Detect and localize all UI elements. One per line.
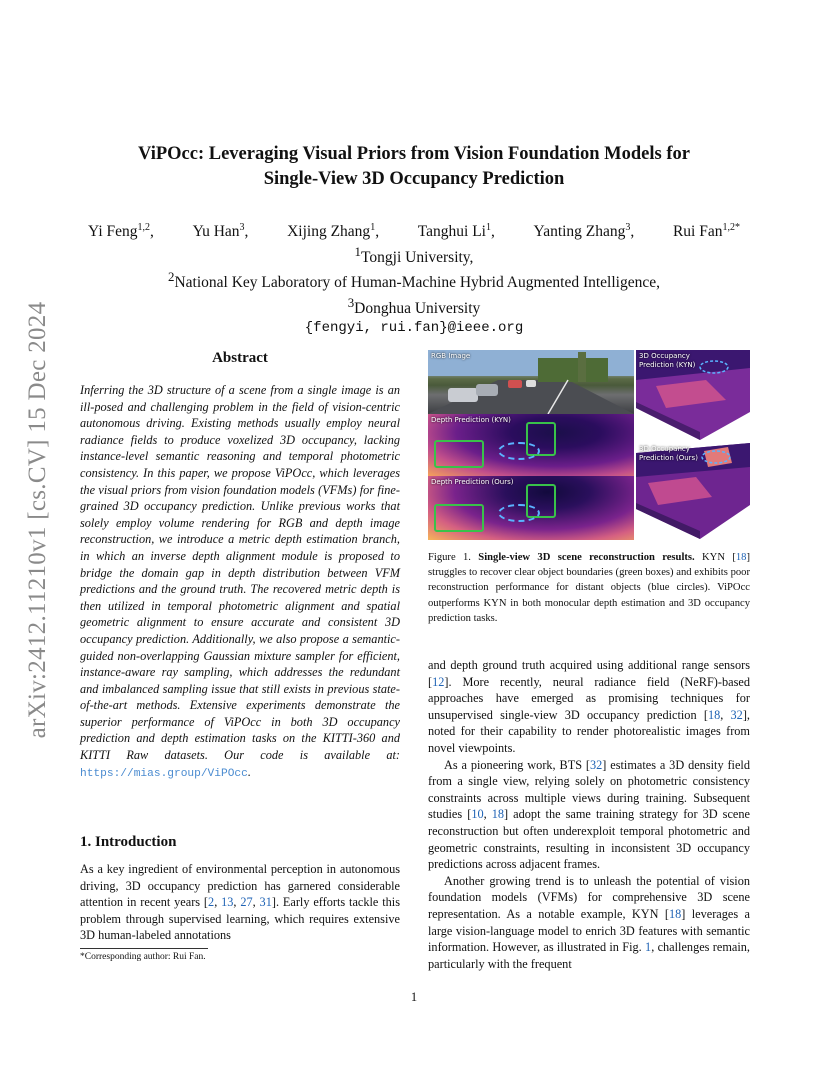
author: Tanghui Li$^1$, [417, 222, 495, 241]
green-box-highlight [434, 504, 484, 532]
citation-link[interactable]: 32 [590, 757, 603, 772]
author: Yu Han$^3$, [192, 222, 249, 241]
occupancy-ours-panel [636, 443, 750, 540]
citation-link[interactable]: 18 [668, 906, 682, 921]
title-line-2: Single-View 3D Occupancy Prediction [263, 169, 565, 189]
paragraph: and depth ground truth acquired using additional range sensors [12]. More recently, neural radiance field (NeRF)-based approaches have emerged as promising techniques for unsupervised single-view 3D occupancy prediction [18, 32], noted for their capability to render photorealistic images from novel viewpoints. [428, 658, 750, 755]
depth-kyn-panel [428, 414, 634, 476]
affiliation: $^2$National Key Laboratory of Human-Machine Hybrid Augmented Intelligence, [168, 269, 660, 292]
blue-circle-highlight [498, 442, 540, 460]
footnote: *Corresponding author: Rui Fan. [80, 952, 206, 962]
depth-ours-label: Depth Prediction (Ours) [431, 478, 514, 486]
author: Yanting Zhang$^3$, [533, 222, 635, 241]
figure-reference-link[interactable]: 1 [645, 940, 652, 955]
affiliation: $^3$Donghua University [347, 294, 481, 318]
paper-title [80, 142, 748, 192]
author: Yi Feng$^{1,2}$, [88, 222, 154, 241]
paragraph: Another growing trend is to unleash the potential of vision foundation models (VFMs) for comprehensive 3D scene representation. As a notable example, KYN [18] leverages a large vision-language model to enrich 3D features with semantic information. However, as illustrated in Fig. 1, challenges remain, particularly with the frequent [428, 873, 750, 971]
author: Rui Fan$^{1,2*}$ [672, 222, 740, 241]
title-line-1: ViPOcc: Leveraging Visual Priors from Vision Foundation Models for [138, 144, 690, 164]
arxiv-id-text: arXiv:2412.11210v1 [cs.CV] 15 Dec 2024 [24, 301, 51, 739]
caption-label: Figure 1. [428, 552, 471, 563]
author-list [80, 218, 748, 242]
occupancy-kyn-panel [636, 350, 750, 440]
author-block [80, 218, 748, 338]
author-email: {fengyi, rui.fan}@ieee.org [304, 319, 524, 336]
introduction-paragraph: As a key ingredient of environmental perception in autonomous driving, 3D occupancy prediction has garnered considerable attention in recent years [2, 13, 27, 31]. Early efforts tackle this problem through supervised learning, which requires extensive 3D human-labeled annotations [80, 862, 400, 943]
blue-circle-highlight [498, 504, 540, 522]
abstract-text: Inferring the 3D structure of a scene from a single image is an ill-posed and challenging problem in the field of vision-centric autonomous driving. Existing methods usually employ neural radiance fields to produce voxelized 3D occupancy, lacking instance-level semantic reasoning and temporal photometric consistency. In this paper, we propose ViPOcc, which leverages the visual priors from vision foundation models (VFMs) for fine-grained 3D occupancy prediction. Unlike previous works that solely employ volume rendering for RGB and depth image reconstruction, we introduce a metric depth estimation branch, in which an inverse depth alignment module is proposed to bridge the domain gap in depth distribution between VFM predictions and the ground truth. The recovered metric depth is then utilized in temporal photometric alignment and spatial geometric alignment to ensure accurate and consistent 3D occupancy prediction. Additionally, we also propose a semantic-guided non-overlapping Gaussian mixture sampler for efficient, instance-aware ray sampling, which addresses the redundant and imbalanced sampling issue that still exists in previous state-of-the-art methods. Extensive experiments demonstrate the superior performance of ViPOcc in both 3D occupancy prediction and depth estimation tasks on the KITTI-360 and KITTI Raw datasets. Our code is available at: [80, 383, 400, 763]
citation-link[interactable]: 12 [432, 674, 445, 689]
citation-link[interactable]: 13 [221, 895, 234, 910]
depth-ours-panel [428, 476, 634, 540]
page-number: 1 [410, 990, 418, 1004]
rgb-image-label: RGB Image [431, 352, 471, 360]
citation-link[interactable]: 10 [471, 807, 484, 822]
code-link[interactable]: https://mias.group/ViPOcc [80, 767, 248, 780]
figure-1 [428, 350, 750, 540]
citation-link[interactable]: 2 [208, 895, 215, 910]
abstract-body: Inferring the 3D structure of a scene from a single image is an ill-posed and challenging problem in the field of vision-centric autonomous driving. Existing methods usually employ neural radiance fields to produce voxelized 3D occupancy, lacking instance-level semantic reasoning and temporal photometric consistency. In this paper, we propose ViPOcc, which leverages the visual priors from vision foundation models (VFMs) for fine-grained 3D occupancy prediction. Unlike previous works that solely employ volume rendering for RGB and depth image reconstruction, we introduce a metric depth estimation branch, in which an inverse depth alignment module is proposed to bridge the domain gap in depth distribution between VFM predictions and the ground truth. The recovered metric depth is then utilized in temporal photometric alignment and spatial geometric alignment to ensure accurate and consistent 3D occupancy prediction. Additionally, we also propose a semantic-guided non-overlapping Gaussian mixture sampler for efficient, instance-aware ray sampling, which addresses the redundant and imbalanced sampling issue that still exists in previous state-of-the-art methods. Extensive experiments demonstrate the superior performance of ViPOcc in both 3D occupancy prediction and depth estimation tasks on the KITTI-360 and KITTI Raw datasets. Our code is available at: https://mias.group/ViPOcc. [80, 383, 400, 780]
author: Xijing Zhang$^1$, [287, 222, 380, 241]
green-box-highlight [434, 440, 484, 468]
figure-caption: Figure 1. Single-view 3D scene reconstruction results. KYN [18] struggles to recover clear object boundaries (green boxes) and exhibits poor reconstruction performance for distant objects (blue circles). ViPOcc outperforms KYN in both monocular depth estimation and 3D occupancy prediction tasks. [428, 552, 750, 624]
depth-kyn-label: Depth Prediction (KYN) [431, 416, 511, 424]
affiliation: $^1$Tongji University, [354, 243, 474, 266]
introduction-continued [428, 657, 750, 972]
occupancy-ours-label: 3D Occupancy Prediction (Ours) [639, 445, 698, 462]
citation-link[interactable]: 18 [735, 552, 747, 563]
citation-link[interactable]: 32 [730, 707, 743, 722]
citation-link[interactable]: 31 [259, 895, 272, 910]
footnote-rule [80, 948, 208, 949]
paragraph: As a pioneering work, BTS [32] estimates a 3D density field from a single view, relying solely on photometric consistency constraints across multiple views during training. Subsequent studies [10, 18] adopt the same training strategy for 3D scene reconstruction but often underexploit temporal photometric and geometric constraints, resulting in inconsistent 3D occupancy predictions across adjacent frames. [428, 757, 750, 872]
caption-title: Single-view 3D scene reconstruction results. [478, 552, 695, 563]
citation-link[interactable]: 18 [707, 707, 721, 722]
occupancy-kyn-label: 3D Occupancy Prediction (KYN) [639, 352, 696, 369]
abstract-heading: Abstract [212, 350, 268, 366]
rgb-image-panel [428, 350, 634, 414]
arxiv-identifier [18, 270, 58, 770]
citation-link[interactable]: 18 [491, 807, 505, 822]
citation-link[interactable]: 27 [240, 895, 253, 910]
section-heading-introduction: 1. Introduction [80, 834, 177, 850]
